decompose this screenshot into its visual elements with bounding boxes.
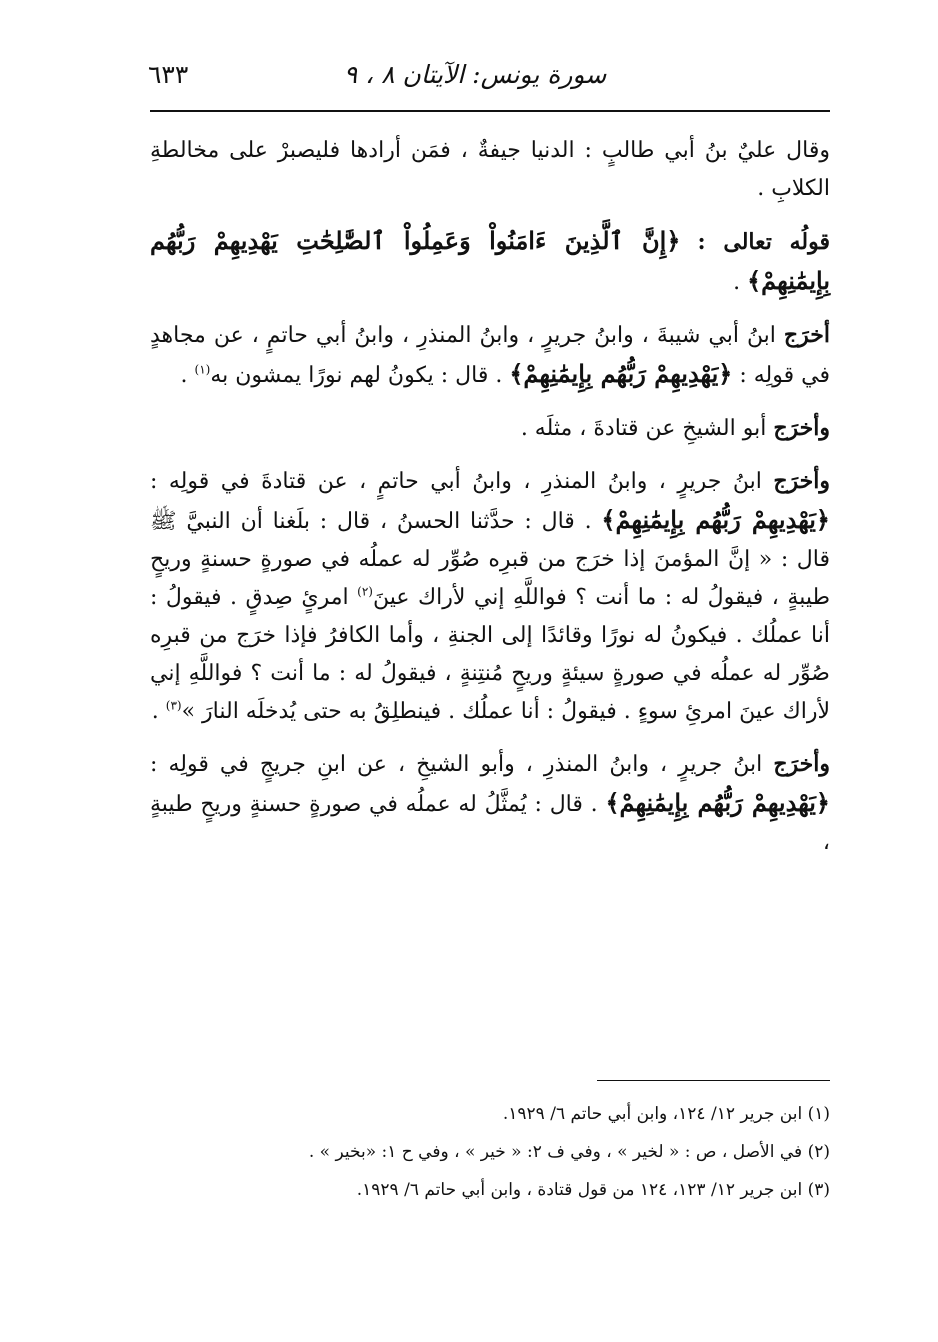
footnote-3: (٣) ابن جرير ١٢/ ١٢٣، ١٢٤ من قول قتادة ، وابن أبي حاتم ٦/ ١٩٢٩.	[356, 1180, 830, 1200]
paragraph-5-lead: وأخرَج	[773, 468, 830, 494]
paragraph-6	[150, 745, 830, 862]
quran-verse: ﴿إِنَّ ٱلَّذِينَ ءَامَنُواْ وَعَمِلُواْ ٱلصَّٰلِحَٰتِ يَهْدِيهِمْ رَبُّهُم بِإِيمَٰنِهِمْ﴾	[150, 226, 830, 295]
paragraph-4-text: أبو الشيخِ عن قتادةَ ، مثلَه .	[520, 416, 767, 441]
paragraph-6-text-b: . قال : يُمثَّلُ له عملُه في صورةٍ حسنةٍ وريحٍ طيبةٍ ،	[150, 792, 830, 855]
paragraph-3-text-b: . قال : يكونُ لهم نورًا يمشون به	[210, 363, 503, 388]
paragraph-5-text-a: ابنُ جريرٍ ، وابنُ المنذرِ ، وابنُ أبي حاتمٍ ، عن قتادةَ في قولِه :	[150, 469, 762, 494]
quran-verse: ﴿يَهْدِيهِمْ رَبُّهُم بِإِيمَٰنِهِمْ﴾	[601, 505, 830, 534]
footnote-ref-3: (٣)	[165, 698, 182, 713]
footnote-2: (٢) في الأصل ، ص : « لخير » ، وفي ف ٢: « خير » ، وفي ح ١: «بخير » .	[308, 1142, 830, 1162]
paragraph-6-text-a: ابنُ جريرٍ ، وابنُ المنذرِ ، وأبو الشيخِ ، عن ابنِ جريجٍ في قولِه :	[150, 752, 763, 777]
paragraph-5	[150, 462, 830, 731]
footnotes	[150, 1095, 830, 1209]
paragraph-3	[150, 316, 830, 395]
paragraph-6-lead: وأخرَج	[773, 751, 830, 777]
footnote-rule	[597, 1080, 830, 1081]
paragraph-3-end: .	[180, 363, 188, 388]
paragraph-1	[150, 132, 830, 208]
footnote-ref-2: (٢)	[357, 584, 373, 599]
paragraph-5-end: .	[151, 699, 159, 724]
paragraph-2-end: .	[733, 270, 741, 295]
paragraph-4	[150, 409, 830, 448]
paragraph-2-lead: قولُه تعالى :	[697, 229, 830, 255]
body-text	[150, 132, 830, 862]
quran-verse: ﴿يَهْدِيهِمْ رَبُّهُم بِإِيمَٰنِهِمْ﴾	[509, 359, 733, 388]
running-head: سورة يونس: الآيتان ٨ ، ٩	[343, 60, 607, 89]
paragraph-5-text-b: . قال : حدَّثنا الحسنُ ، قال : بلَغنا أن النبيَّ ﷺ قال : « إنَّ المؤمنَ إذا خرَج من قبرِه صُوِّر له عملُه في صورةٍ حسنةٍ وريحٍ طيبةٍ ، فيقولُ له : ما أنت ؟ فواللَّهِ إني لأراك عينَ	[150, 509, 830, 610]
paragraph-2	[150, 222, 830, 302]
quran-verse: ﴿يَهْدِيهِمْ رَبُّهُم بِإِيمَٰنِهِمْ﴾	[605, 788, 830, 817]
paragraph-3-lead: أخرَج	[783, 322, 830, 348]
paragraph-3-text-a: ابنُ أبي شيبةَ ، وابنُ جريرٍ ، وابنُ المنذرِ ، وابنُ أبي حاتمٍ ، عن مجاهدٍ في قولِه :	[150, 323, 830, 388]
paragraph-4-lead: وأخرَج	[773, 415, 830, 441]
page-number: ٦٣٣	[148, 60, 189, 89]
paragraph-1-text: وقال عليٌ بنُ أبي طالبٍ : الدنيا جيفةٌ ، فمَن أرادها فليصبرْ على مخالطةِ الكلابِ .	[150, 138, 830, 201]
footnote-1: (١) ابن جرير ١٢/ ١٢٤، وابن أبي حاتم ٦/ ١٩٢٩.	[502, 1104, 830, 1124]
paragraph-5-text-c: امرئٍ صِدقٍ . فيقولُ : أنا عملُك . فيكونُ له نورًا وقائدًا إلى الجنةِ ، وأما الكافرُ فإذا خرَج من قبرِه صُوِّر له عملُه في صورةٍ سيئةٍ وريحٍ مُنتِنةٍ ، فيقولُ له : ما أنت ؟ فواللَّهِ إني لأراك عينَ امرئِ سوءٍ . فيقولُ : أنا عملُك . فينطلِقُ به حتى يُدخلَه النارَ »	[150, 585, 830, 724]
header-rule	[150, 110, 830, 112]
footnote-ref-1: (١)	[194, 362, 211, 377]
